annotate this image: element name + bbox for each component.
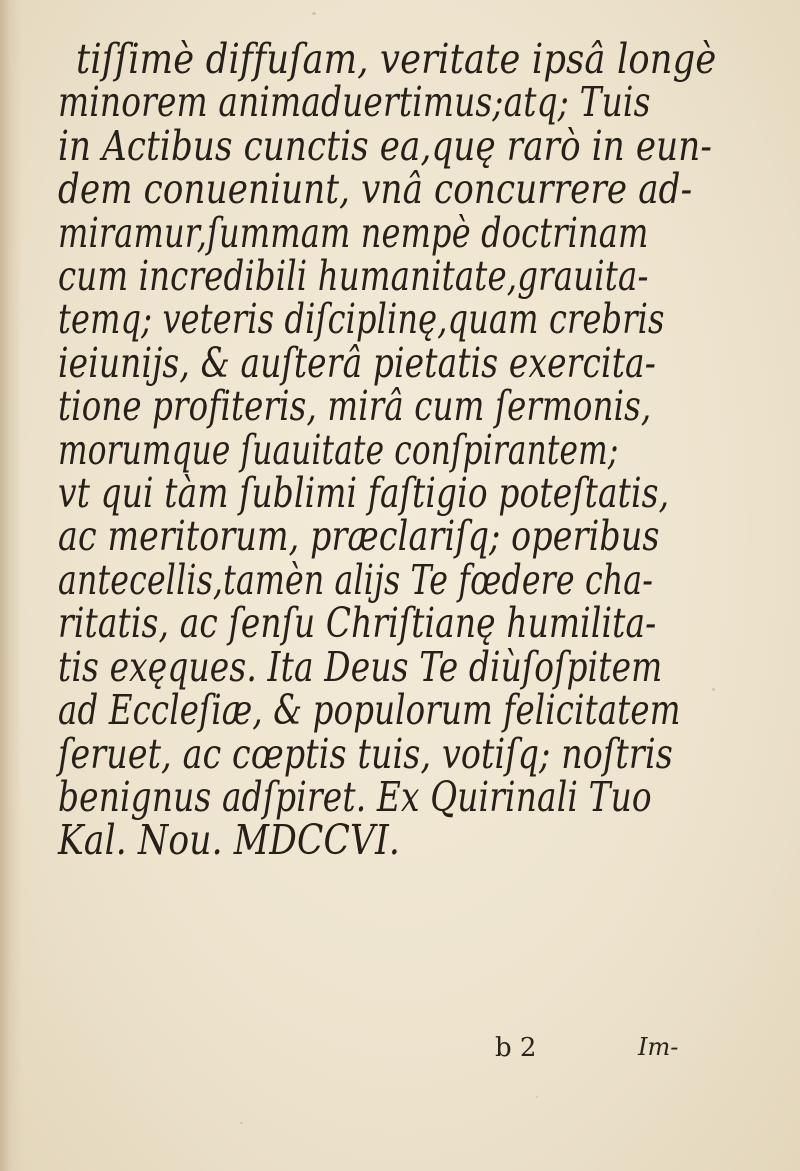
text-line-19: Kal. Nou. MDCCVI. — [58, 816, 400, 865]
text-line-5: miramur,ſummam nempè doctrinam — [58, 208, 649, 257]
text-line-13: antecellis,tamèn alijs Te fœdere cha- — [58, 555, 654, 604]
text-line-9: tione profiteris, mirâ cum ſermonis, — [58, 382, 652, 431]
gutter-shadow — [0, 0, 22, 1171]
paper-speck — [240, 1122, 243, 1124]
text-line-7: temq; veteris diſciplinę,quam crebris — [58, 295, 665, 344]
paper-speck — [536, 1096, 538, 1098]
text-line-17: ſeruet, ac cœptis tuis, votiſq; noſtris — [58, 729, 673, 778]
catchword: Im- — [638, 1033, 679, 1061]
paper-speck — [712, 688, 715, 691]
text-line-14: ritatis, ac ſenſu Chriſtianę humilita- — [58, 599, 657, 648]
text-line-12: ac meritorum, præclariſq; operibus — [58, 512, 660, 561]
text-line-11: vt qui tàm ſublimi faſtigio poteſtatis, — [58, 469, 670, 518]
text-line-15: tis exęques. Ita Deus Te diùſoſpitem — [58, 642, 663, 691]
text-line-4: dem conueniunt, vnâ concurrere ad- — [58, 165, 693, 214]
paper-speck — [312, 12, 316, 15]
text-line-10: morumque ſuauitate conſpirantem; — [58, 425, 619, 474]
text-line-1: tiſſimè diffuſam, veritate ipsâ longè — [76, 35, 717, 83]
signature-mark: b 2 — [495, 1033, 537, 1063]
text-line-16: ad Eccleſiæ, & populorum felicitatem — [58, 686, 681, 735]
text-line-18: benignus adſpiret. Ex Quirinali Tuo — [58, 772, 652, 821]
text-line-8: ieiunijs, & auſterâ pietatis exercita- — [58, 338, 657, 387]
page-footer — [0, 1033, 800, 1073]
text-line-6: cum incredibili humanitate,grauita- — [58, 252, 649, 301]
text-line-2: minorem animaduertimus;atq; Tuis — [58, 78, 651, 127]
body-text — [58, 35, 738, 865]
text-line-3: in Actibus cunctis ea,quę rarò in eun- — [58, 121, 713, 170]
